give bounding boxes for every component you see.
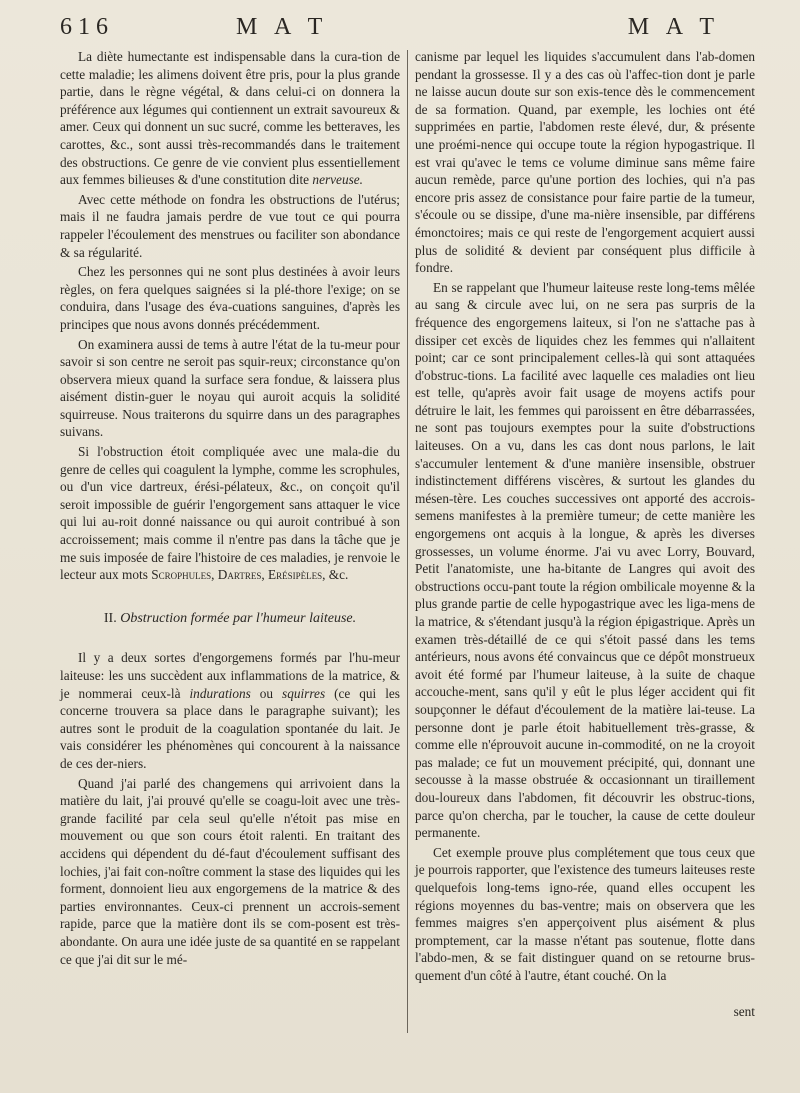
right-column — [415, 48, 755, 984]
section-number: II. — [103, 610, 117, 626]
catchword: sent — [733, 1004, 755, 1019]
left-column — [60, 48, 400, 968]
paragraph: canisme par lequel les liquides s'accumulent dans l'ab-domen pendant la grossesse. Il y a des cas où l'affec-tion dont je parle ne laisse aucun doute sur son exis-tence dès le commencement de sa formation. Quand, par exemple, les lochies ont été supprimées en partie, l'abdomen reste élevé, dur, & présente une proémi-nence qui occupe toute la région hypogastrique. Il est vrai qu'avec le tems ce volume diminue sans même faire aucun remède, parce qu'une portion des lochies, qui n'a pas encore pris assez de consistance pour faire partie de la tumeur, s'écoule ou se dissipe, d'une ma-nière insensible, par différens émonctoires; mais ce qui reste de l'engorgement acquiert aussi plus de solidité & devient par conséquent plus difficile à fondre. — [415, 49, 755, 276]
paragraph: Avec cette méthode on fondra les obstructions de l'utérus; mais il ne faudra jamais perdre de vue tout ce qui pourra rappeler l'écoulement des menstrues ou faciliter son abondance & sa régularité. — [60, 191, 400, 260]
paragraph: Chez les personnes qui ne sont plus destinées à avoir leurs règles, on fera quelques saignées si la plé-thore l'exige; on se conduira, dans l'usage des éva-cuations sanguines, d'après les principes que nous avons donnés précédemment. — [60, 264, 400, 332]
page-number: 616 — [60, 14, 114, 40]
paragraph — [60, 649, 400, 772]
paragraph-text: (ce qui les concerne trouvera sa place dans le paragraphe suivant); les autres sont le produit de la coagulation spontanée du lait. Je vais considérer les phénomènes qui concourent à la naissance de ces der-niers. — [60, 685, 400, 771]
running-header — [60, 14, 760, 48]
italic-term: squirres — [282, 685, 326, 701]
paragraph-text: ou — [259, 685, 274, 701]
section-title: Obstruction formée par l'humeur laiteuse. — [120, 610, 357, 626]
paragraph: On examinera aussi de tems à autre l'état de la tu-meur pour savoir si son centre ne seroit pas squir-reux; circonstance qu'on observera mieux quand la surface sera fondue, & laissera plus aisément distin-guer le noyau qui auroit acquis la solidité squirreuse. Nous traiterons du squirre dans un des paragraphes suivans. — [60, 336, 400, 440]
paragraph — [60, 443, 400, 584]
paragraph-text: Si l'obstruction étoit compliquée avec une mala-die du genre de celles qui coagulent la lymphe, comme les scrophules, ou d'un vice dartreux, érési-pélateux, &c., on conçoit qu'il seroit impossible de guérir l'engorgement sans attaquer le vice qui lui au-roit donné naissance ou qui auroit contribué à son accroissement; mais comme il n'entre pas dans la tâche que je me suis imposée de faire l'histoire de ces maladies, je renvoie le lecteur aux mots — [60, 444, 400, 583]
paragraph: Quand j'ai parlé des changemens qui arrivoient dans la matière du lait, j'ai prouvé qu'elle se coagu-loit avec une très-grande facilité par cela seul qu'elle n'étoit pas mise en mouvement ou que son cours étoit ralenti. En traitant des accidens qui dépendent du dé-faut d'écoulement suffisant des lochies, j'ai fait con-noître comment la stase des liquides qui les forment, donnoient lieu aux engorgemens de la matrice & des parties environnantes. Ceux-ci prennent un accrois-sement rapide, parce que la matière dont ils se com-posent est très-abondante. On aura une idée juste de sa quantité en se rappelant ce que j'ai dit sur le mé- — [60, 775, 400, 967]
section-heading — [60, 610, 400, 628]
running-head-right: M A T — [627, 14, 720, 40]
paragraph — [60, 48, 400, 189]
column-divider — [407, 50, 408, 1033]
paragraph-text: Il y a deux sortes d'engorgemens formés par l'hu-meur laiteuse: les uns succèdent aux inflammations de la matrice, & je nommerai ceux-là — [60, 650, 400, 701]
cross-reference: Scrophules, Dartres, Erésipèles — [151, 567, 323, 583]
running-head-left: M A T — [236, 14, 329, 40]
italic-term: indurations — [189, 685, 251, 701]
paragraph: En se rappelant que l'humeur laiteuse reste long-tems mêlée au sang & circule avec lui, on ne sera pas surpris de la fréquence des engorgemens laiteux, si l'on ne s'attache pas à dissiper cet excès de liquides chez les femmes qui n'allaitent point; car ce sont principalement celles-là qui sont attaquées d'obstruc-tions. La facilité avec laquelle ces maladies ont lieu est telle, qu'après avoir fait usage de moyens actifs pour détruire le lait, les femmes qui paroissent en être débarrassées, ne sont pas toujours exemptes pour la suite d'obstructions laiteuses. On a vu, dans les cas dont nous parlons, le lait s'accumuler lentement & d'une manière insensible, obstruer indistinctement différens viscères, & surtout les glandes du mésen-tère. Les couches successives ont apporté des accrois-semens manifestes à la première tumeur; de cette manière les engorgemens ont acquis à la longue, & après les diverses grossesses, un volume énorme. J'ai vu avec Lorry, Bouvard, Petit l'anatomiste, une ha-bitante de Langres qui avoit des obstructions occu-pant toute la région ombilicale moyenne & la plus grande partie de celle hypogastrique avec les liga-mens de la matrice, & s'étendant jusqu'à la région épigastrique. Après un examen très-détaillé de ce qui s'étoit passé dans les tems antérieurs, nous avons été convaincus que ce dépôt monstrueux avoit été formé par l'humeur laiteuse, à la suite de chaque accouche-ment, sans qu'il y eût le plus léger accident qui fit soupçonner le défaut d'écoulement de la matière lai-teuse. La personne dont je parle étoit habituellement très-grasse, & comme elle n'éprouvoit aucune in-commodité, on ne la croyoit pas malade; ce fut un mouvement précipité, qui, donnant une secousse à la masse obstruée & occasionnant un tiraillement dou-loureux dans l'abdomen, fit découvrir les obstruc-tions, parce qu'on chercha, par le toucher, la cause de cette douleur permanente. — [415, 279, 755, 841]
paragraph-text: La diète humectante est indispensable dans la cura-tion de cette maladie; les alimens doivent être pris, pour la plus grande partie, dans le règne végétal, & dans celui-ci on donnera la préférence aux légumes qui contiennent un extrait savoureux & amer. Ceux qui donnent un suc sucré, comme les betteraves, les carottes, &c., sont aussi très-recommandés dans le traitement des obstructions. Ce genre de vie convient plus essentiellement aux femmes bilieuses & d'une constitution dite — [60, 49, 400, 188]
italic-term: nerveuse. — [312, 172, 363, 188]
paragraph: Cet exemple prouve plus complétement que tous ceux que je pourrois rapporter, que l'existence des tumeurs laiteuses reste quelquefois long-tems igno-rée, quand elles occupent les régions moyennes du bas-ventre; mais on observera que les femmes maigres s'en apperçoivent plus aisément & plus promptement, car la masse n'étant pas soutenue, flotte dans l'abdo-men, & se fait distinguer quand on se retourne brus-quement d'un côté à l'autre, étant couché. On la — [415, 844, 755, 983]
paragraph-text: , &c. — [322, 567, 349, 583]
